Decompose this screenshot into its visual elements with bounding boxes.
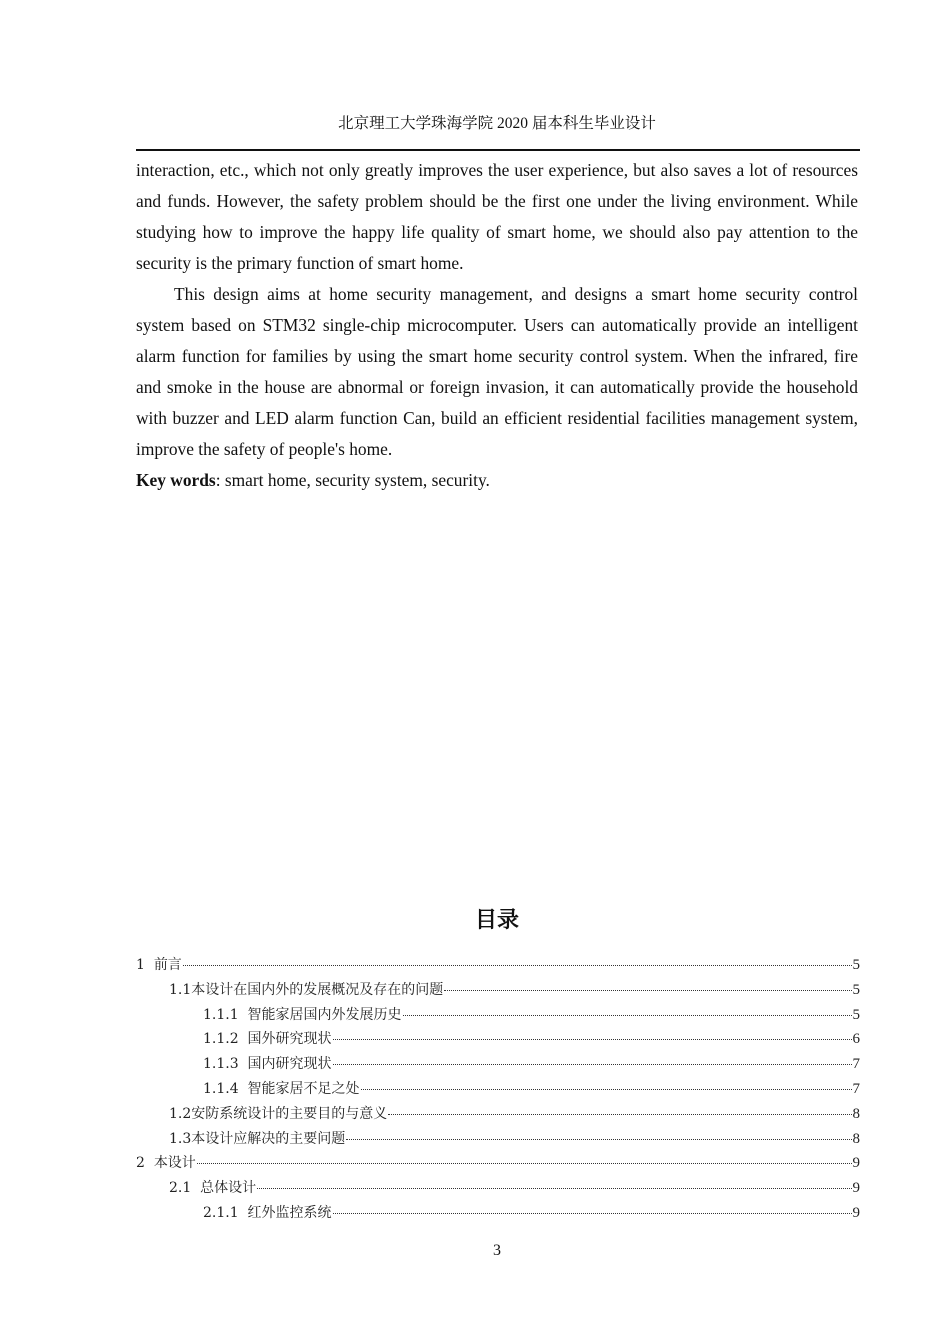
toc-dot-leader [333, 1213, 852, 1214]
toc-dot-leader [403, 1015, 852, 1016]
toc-dot-leader [346, 1139, 851, 1140]
toc-entry-number: 1.1 [169, 981, 192, 998]
toc-entry-page: 7 [852, 1056, 860, 1073]
toc-entry[interactable] [136, 1152, 860, 1177]
toc-entry-title: 安防系统设计的主要目的与意义 [191, 1105, 388, 1122]
toc-entry-page: 9 [852, 1180, 860, 1197]
toc-entry-title: 前言 [153, 957, 182, 973]
toc-entry-page: 5 [852, 957, 860, 973]
toc-entry[interactable] [136, 979, 860, 1004]
abstract-body [136, 155, 858, 496]
toc-entry-title: 总体设计 [200, 1180, 257, 1197]
abstract-paragraph-1: interaction, etc., which not only greatly improves the user experience, but also saves a lot of resources and funds. However, the safety problem should be the first one under the living environment. While studying how to improve the happy life quality of smart home, we should also pay attention to the security is the primary function of smart home. [136, 160, 858, 273]
toc-entry-title: 红外监控系统 [247, 1204, 332, 1221]
toc-entry-page: 5 [852, 1006, 860, 1023]
page-number: 3 [493, 1242, 501, 1259]
toc-entry-number: 1 [136, 957, 154, 973]
toc-entry[interactable] [136, 1177, 860, 1202]
toc-dot-leader [183, 965, 852, 966]
toc-entry-title: 本设计应解决的主要问题 [191, 1130, 346, 1147]
toc-entry-title: 国外研究现状 [247, 1031, 332, 1048]
toc-entry-page: 9 [852, 1204, 860, 1221]
toc-entry-number: 1.3 [169, 1130, 192, 1147]
toc-entry-title: 国内研究现状 [247, 1056, 332, 1073]
toc-entry[interactable] [136, 1028, 860, 1053]
toc-title: 目录 [474, 908, 519, 933]
toc-entry[interactable] [136, 1053, 860, 1078]
toc-entry-number: 2 [136, 1155, 154, 1172]
toc-entry[interactable] [136, 1078, 860, 1103]
toc-entry-title: 智能家居国内外发展历史 [247, 1006, 402, 1023]
toc-entry-title: 本设计在国内外的发展概况及存在的问题 [191, 981, 444, 998]
toc-entry-number: 1.1.3 [203, 1056, 248, 1073]
header-rule [136, 149, 860, 151]
toc-entry[interactable] [136, 954, 860, 979]
toc-entry[interactable] [136, 1128, 860, 1153]
toc-entry[interactable] [136, 1103, 860, 1128]
toc-entry[interactable] [136, 1004, 860, 1029]
toc-entry-page: 8 [852, 1130, 860, 1147]
table-of-contents [136, 954, 860, 1227]
toc-dot-leader [257, 1188, 851, 1189]
toc-dot-leader [197, 1163, 852, 1164]
toc-entry-page: 9 [852, 1155, 860, 1172]
toc-entry-page: 5 [852, 981, 860, 998]
toc-entry[interactable] [136, 1202, 860, 1227]
toc-entry-page: 6 [852, 1031, 860, 1048]
toc-entry-number: 1.1.2 [203, 1031, 248, 1048]
keywords-label: Key words [136, 470, 216, 490]
keywords-line [136, 465, 858, 496]
toc-entry-title: 智能家居不足之处 [247, 1080, 360, 1097]
keywords-text: : smart home, security system, security. [215, 470, 490, 490]
abstract-paragraph-2: This design aims at home security management, and designs a smart home security control system based on STM32 single-chip microcomputer. Users can automatically provide an intelligent alarm function for families by using the smart home security control system. When the infrared, fire and smoke in the house are abnormal or foreign invasion, it can automatically provide the household with buzzer and LED alarm function Can, build an efficient residential facilities management system, improve the safety of people's home. [136, 284, 858, 459]
toc-dot-leader [388, 1114, 851, 1115]
toc-entry-number: 1.1.4 [203, 1080, 248, 1097]
page-header: 北京理工大学珠海学院 2020 届本科生毕业设计 [338, 115, 656, 132]
toc-dot-leader [444, 990, 851, 991]
toc-entry-page: 7 [852, 1080, 860, 1097]
toc-entry-number: 2.1 [169, 1180, 201, 1197]
toc-entry-page: 8 [852, 1105, 860, 1122]
toc-dot-leader [333, 1064, 852, 1065]
toc-entry-number: 2.1.1 [203, 1204, 248, 1221]
toc-entry-title: 本设计 [153, 1155, 196, 1172]
toc-dot-leader [333, 1039, 852, 1040]
toc-entry-number: 1.2 [169, 1105, 192, 1122]
toc-dot-leader [361, 1089, 852, 1090]
toc-entry-number: 1.1.1 [203, 1006, 248, 1023]
